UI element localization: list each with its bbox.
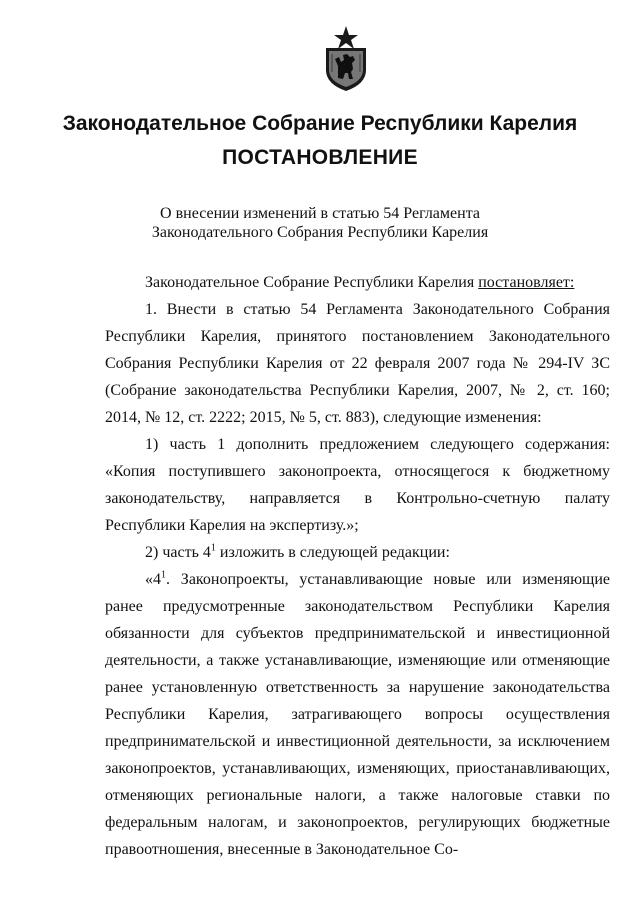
subject-line-2: Законодательного Собрания Республики Карелия [151, 224, 489, 241]
resolves-word: постановляет: [478, 274, 575, 291]
document-type: ПОСТАНОВЛЕНИЕ [222, 146, 418, 169]
item-1-2-part-b: изложить в следующей редакции: [215, 544, 450, 561]
document-body [105, 269, 610, 863]
item-1-2-paragraph [105, 539, 610, 566]
quote-superscript: 1 [161, 569, 166, 581]
quote-text: . Законопроекты, устанавливающие новые или изменяющие ранее предусмотренные законодательством Республики Карелия обязанности для субъектов предпринимательской и инвестиционной деятельности, а также устанавливающие, изменяющие или отменяющие ранее установленную ответственность за нарушение законодательства Республики Карелия, затрагивающего вопросы осуществления предпринимательской и инвестиционной деятельности, за исключением законопроектов, устанавливающих, изменяющих, приостанавливающих, отменяющих региональные налоги, а также налоговые ставки по федеральным налогам, и законопроектов, регулирующих бюджетные правоотношения, внесенные в Законодательное Со- [105, 571, 610, 858]
intro-lead: Законодательное Собрание Республики Карелия [145, 274, 479, 291]
subject-line-1: О внесении изменений в статью 54 Регламента [160, 205, 480, 222]
quoted-clause-paragraph [105, 566, 610, 863]
document-subject [0, 204, 640, 242]
item-1-2-superscript: 1 [210, 542, 216, 554]
item-1-2-part-a: 2) часть 4 [145, 544, 211, 561]
organization-title: Законодательное Собрание Республики Карелия [62, 112, 578, 135]
intro-paragraph [105, 269, 610, 296]
karelia-coat-of-arms-icon [322, 26, 370, 92]
quote-lead: «4 [145, 571, 161, 588]
item-1-paragraph: 1. Внести в статью 54 Регламента Законодательного Собрания Республики Карелия, принятого постановлением Законодательного Собрания Республики Карелия от 22 февраля 2007 года № 294-IV ЗС (Собрание законодательства Республики Карелия, 2007, № 2, ст. 160; 2014, № 12, ст. 2222; 2015, № 5, ст. 883), следующие изменения: [105, 301, 610, 426]
item-1-1-paragraph: 1) часть 1 дополнить предложением следующего содержания: «Копия поступившего законопроекта, относящегося к бюджетному законодательству, направляется в Контрольно-счетную палату Республики Карелия на экспертизу.»; [105, 436, 610, 534]
